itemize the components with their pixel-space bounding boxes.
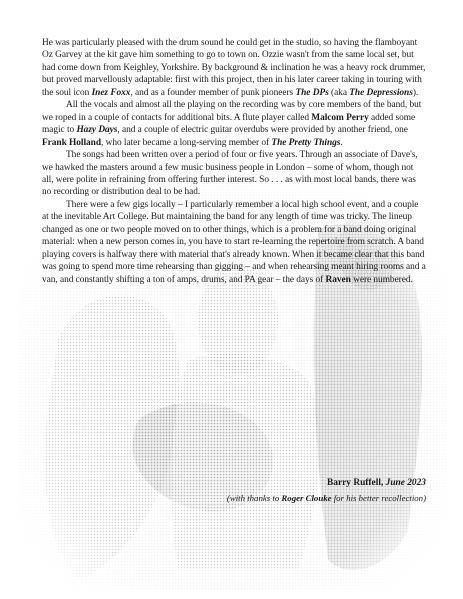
acknowledgement (42, 493, 426, 503)
text-run: The songs had been written over a period of four or five years. Through an associate of Dave's, we hawked the masters around a few music business people in London – some of whom, though not all, were polite in refraining from offering further interest. So . . . as with most local bands, there was no recording or distribution deal to be had. (42, 150, 418, 198)
emphasized-name: Raven (325, 274, 351, 285)
emphasized-name: The Pretty Things (271, 137, 341, 148)
paragraph (42, 199, 426, 286)
signature-date: June 2023 (385, 478, 426, 488)
emphasized-name: Hazy Days (76, 125, 118, 136)
acknowledged-person: Roger Clouke (281, 493, 332, 503)
emphasized-name: Malcom Perry (311, 112, 369, 123)
text-run: All the vocals and almost all the playing on the recording was by core members of the band, but we roped in a couple of contacts for additional bits. A flute player called (42, 100, 422, 123)
emphasized-name: The DPs (295, 87, 329, 98)
author-name: Barry Ruffell, (327, 478, 384, 488)
paragraph (42, 149, 426, 199)
acknowledgement-suffix: for his better recollection) (331, 493, 426, 503)
emphasized-name: The Depressions (349, 87, 413, 98)
text-run: , and as a founder member of punk pioneers (130, 87, 296, 98)
text-run: , who later became a long-serving member of (101, 137, 272, 148)
text-run: There were a few gigs locally – I particularly remember a local high school event, and a couple at the inevitable Art College. But maintaining the band for any length of time was tricky. The lineup changed as one or two people moved on to other things, which is a problem for a band doing original material: when a new person comes in, you have to start re-learning the repertoire from scratch. A band playing covers is halfway there with material that's already known. When it became clear that this band was going to spend more time rehearsing than gigging – and when rehearsing meant hiring rooms and a van, and constantly shifting a ton of amps, drums, and PA gear – the days of (42, 199, 426, 285)
acknowledgement-prefix: (with thanks to (226, 493, 282, 503)
text-run: ). (412, 87, 419, 98)
text-run: (aka (328, 87, 350, 98)
article-body (42, 37, 426, 286)
text-run: , and a couple of electric guitar overdubs were provided by another friend, one (117, 125, 408, 136)
text-run: added some magic to (42, 112, 416, 136)
emphasized-name: Inez Foxx (91, 87, 131, 98)
text-run: He was particularly pleased with the drum sound he could get in the studio, so having the flamboyant Oz Garvey at the kit gave him something to go to town on. Ozzie wasn't from the same local set, but had come down from Keighley, Yorkshire. By background & inclination he was a heavy rock drummer, but proved marvellously adaptable: first with this project, then in his later career taking in touring with the soul icon (42, 38, 426, 98)
paragraph (42, 37, 426, 99)
emphasized-name: Frank Holland (42, 137, 102, 148)
paragraph (42, 99, 426, 149)
text-run: . (340, 137, 343, 148)
text-run: were numbered. (350, 274, 413, 285)
author-signature (42, 478, 426, 488)
